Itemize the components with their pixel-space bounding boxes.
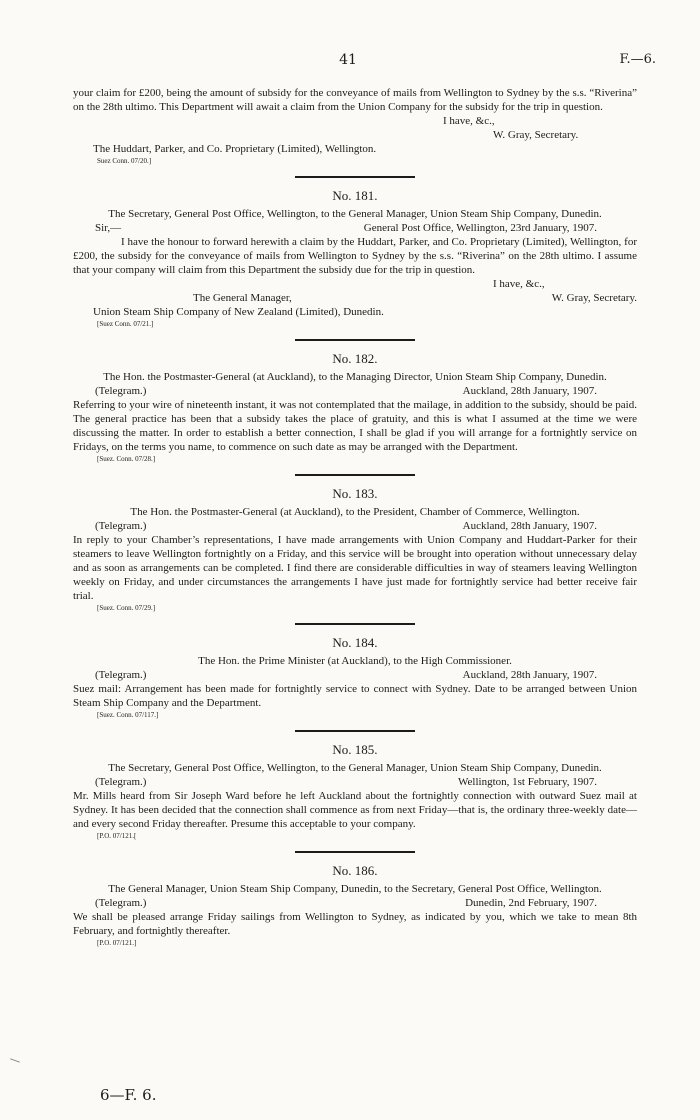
signature-mark: 6—F. 6. [100, 1086, 157, 1104]
letter-184 [73, 636, 637, 720]
letter-number: No. 184. [332, 635, 378, 650]
letter-reference: [Suez. Conn. 07/117.] [97, 711, 159, 719]
letter-body: We shall be pleased arrange Friday sailings from Wellington to Sydney, as indicated by you, which we take to mean 8th February, and fortnightly thereafter. [73, 911, 637, 937]
letter-number: No. 181. [332, 188, 378, 203]
divider-rule [295, 176, 415, 178]
letter-heading: The Secretary, General Post Office, Wellington, to the General Manager, Union Steam Ship Company, Dunedin. [108, 208, 602, 220]
telegram-label: (Telegram.) [95, 520, 147, 532]
letter-number: No. 183. [332, 486, 378, 501]
letter-body: Mr. Mills heard from Sir Joseph Ward before he left Auckland about the fortnightly connection with outward Suez mail at Sydney. It has been decided that the connection shall commence as from next Friday—that is, the ordinary three-weekly date—and every second Friday thereafter. Presume this acceptable to your company. [73, 790, 637, 830]
letter-186 [73, 864, 637, 948]
letter-reference: [Suez. Conn. 07/28.] [97, 455, 156, 463]
letter-number: No. 186. [332, 863, 378, 878]
telegram-label: (Telegram.) [95, 776, 147, 788]
letter-to-line: The General Manager, [193, 292, 292, 304]
letter-dateline: Auckland, 28th January, 1907. [462, 669, 597, 681]
letter-182 [73, 352, 637, 464]
letter-reference: [Suez. Conn. 07/29.] [97, 604, 156, 612]
margin-mark [10, 1058, 20, 1062]
letter-dateline: Auckland, 28th January, 1907. [462, 385, 597, 397]
divider-rule [295, 623, 415, 625]
letter-body: In reply to your Chamber’s representations, I have made arrangements with Union Company and Huddart-Parker for their steamers to leave Wellington fortnightly on a Friday, and this service will be brought into operation without unnecessary delay and as soon as arrangements can be completed. I find there are considerable difficulties in way of steamers leaving Wellington weekly on Friday, and under circumstances the arrangements I have just made for fortnightly service had better receive fair trial. [73, 534, 637, 602]
letter-reference: [P.O. 07/121.] [97, 939, 137, 947]
intro-closing: I have, &c., [443, 115, 495, 127]
intro-signature: W. Gray, Secretary. [493, 129, 579, 141]
letter-183 [73, 487, 637, 613]
letter-heading: The Hon. the Prime Minister (at Auckland), to the High Commissioner. [198, 655, 512, 667]
document-body [73, 52, 637, 948]
telegram-label: (Telegram.) [95, 897, 147, 909]
telegram-label: (Telegram.) [95, 669, 147, 681]
letter-addressee: Union Steam Ship Company of New Zealand (Limited), Dunedin. [93, 306, 384, 318]
letter-reference: [Suez Conn. 07/21.] [97, 320, 154, 328]
letter-heading: The Hon. the Postmaster-General (at Auckland), to the Managing Director, Union Steam Ship Company, Dunedin. [103, 371, 607, 383]
letter-dateline: Auckland, 28th January, 1907. [462, 520, 597, 532]
letter-dateline: Dunedin, 2nd February, 1907. [465, 897, 597, 909]
letter-number: No. 185. [332, 742, 378, 757]
letter-signature: W. Gray, Secretary. [551, 292, 637, 304]
letter-185 [73, 743, 637, 841]
page-number: 41 [339, 52, 357, 68]
intro-addressee: The Huddart, Parker, and Co. Proprietary (Limited), Wellington. [93, 143, 377, 155]
divider-rule [295, 851, 415, 853]
intro-text: your claim for £200, being the amount of subsidy for the conveyance of mails from Wellington to Sydney by the s.s. “Riverina” on the 28th ultimo. This Department will await a claim from the Union Company for the subsidy for the trip in question. [73, 87, 637, 113]
letter-number: No. 182. [332, 351, 378, 366]
letter-body: Suez mail: Arrangement has been made for fortnightly service to connect with Sydney. Date to be arranged between Union Steam Ship Company and the Department. [73, 683, 637, 709]
letter-181 [73, 189, 637, 329]
letter-salutation: Sir,— [95, 222, 122, 234]
letter-body: I have the honour to forward herewith a claim by the Huddart, Parker, and Co. Proprietary (Limited), Wellington, for £200, the subsidy for the conveyance of mails from Wellington to Sydney by the s.s. “Riverina” on the 28th ultimo. I assume that your company will claim from this Department the subsidy due for the trip in question. [73, 236, 637, 276]
letter-heading: The Hon. the Postmaster-General (at Auckland), to the President, Chamber of Commerce, Wellington. [130, 506, 580, 518]
divider-rule [295, 339, 415, 341]
letter-body: Referring to your wire of nineteenth instant, it was not contemplated that the mailage, in addition to the subsidy, should be paid. The general practice has been that a subsidy takes the place of gratuity, and this is what I assumed at the time we were discussing the matter. In order to establish a better connection, I shall be glad if you will arrange for a fortnightly service on Fridays, on the terms you name, to commence on such date as may be arranged with the Department. [73, 399, 637, 453]
letter-dateline: General Post Office, Wellington, 23rd January, 1907. [363, 222, 597, 234]
letter-closing: I have, &c., [493, 278, 545, 290]
telegram-label: (Telegram.) [95, 385, 147, 397]
intro-reference: Suez Conn. 07/20.] [97, 157, 152, 165]
letter-dateline: Wellington, 1st February, 1907. [458, 776, 597, 788]
page-reference: F.—6. [619, 52, 656, 67]
letter-heading: The General Manager, Union Steam Ship Company, Dunedin, to the Secretary, General Post Office, Wellington. [108, 883, 602, 895]
divider-rule [295, 730, 415, 732]
letter-reference: [P.O. 07/121.[ [97, 832, 137, 840]
letter-heading: The Secretary, General Post Office, Wellington, to the General Manager, Union Steam Ship Company, Dunedin. [108, 762, 602, 774]
divider-rule [295, 474, 415, 476]
